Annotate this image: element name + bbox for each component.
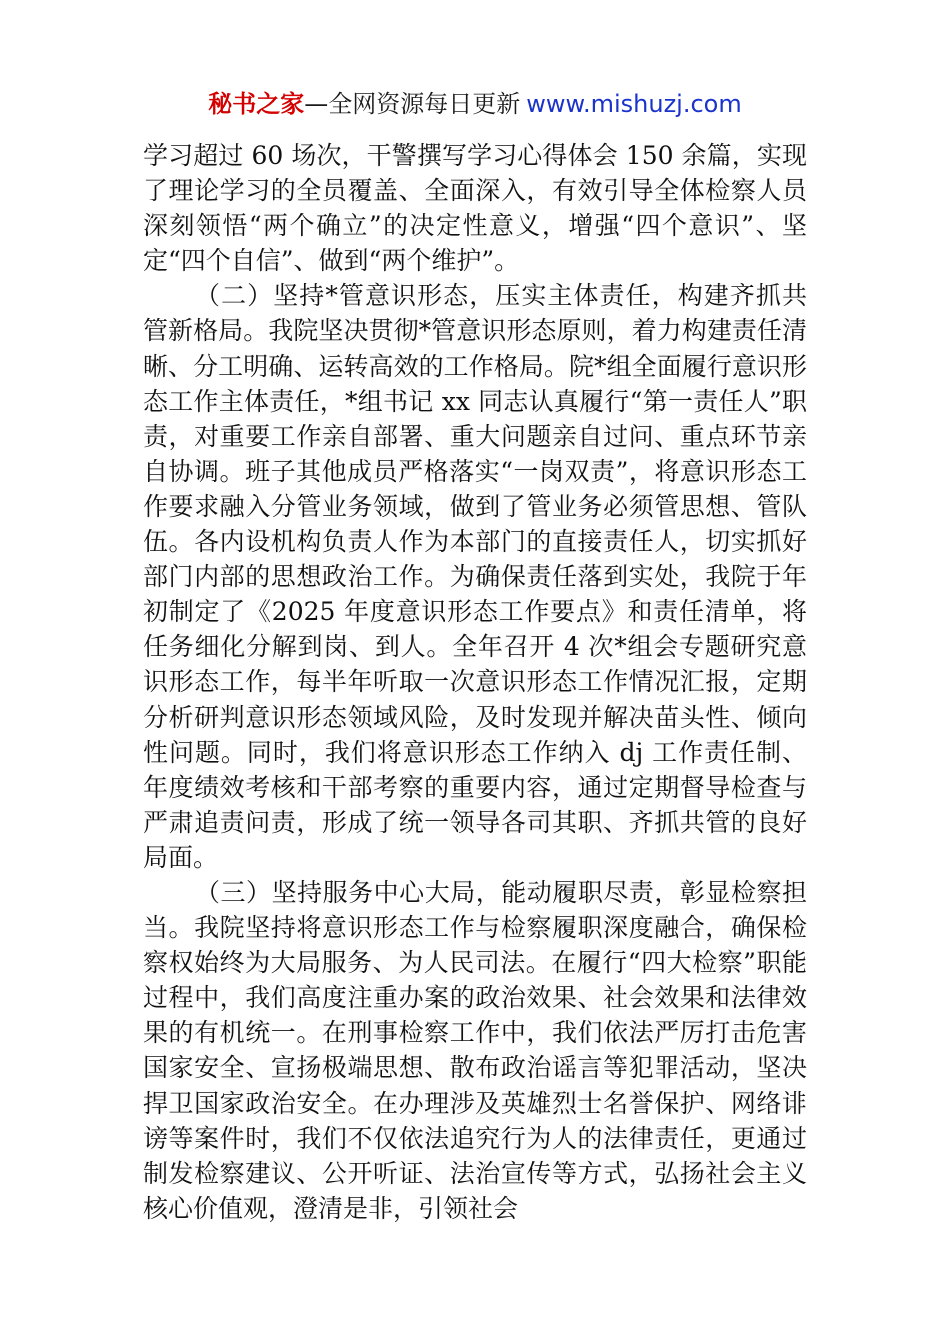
site-slogan: 全网资源每日更新 [328,90,521,118]
header-dash: — [304,90,329,118]
paragraph-section-two: （二）坚持*管意识形态，压实主体责任，构建齐抓共管新格局。我院坚决贯彻*管意识形态原则，着力构建责任清晰、分工明确、运转高效的工作格局。院*组全面履行意识形态工作主体责任，*组书记 xx 同志认真履行“第一责任人”职责，对重要工作亲自部署、重大问题亲自过问、重点环节亲自协调。班子其他成员严格落实“一岗双责”，将意识形态工作要求融入分管业务领域，做到了管业务必须管思想、管队伍。各内设机构负责人作为本部门的直接责任人，切实抓好部门内部的思想政治工作。为确保责任落到实处，我院于年初制定了《2025 年度意识形态工作要点》和责任清单，将任务细化分解到岗、到人。全年召开 4 次*组会专题研究意识形态工作，每半年听取一次意识形态工作情况汇报，定期分析研判意识形态领域风险，及时发现并解决苗头性、倾向性问题。同时，我们将意识形态工作纳入 dj 工作责任制、年度绩效考核和干部考察的重要内容，通过定期督导检查与严肃追责问责，形成了统一领导各司其职、齐抓共管的良好局面。 [143,281,807,872]
document-body [143,138,807,1226]
site-brand: 秘书之家 [208,90,305,118]
site-header [0,86,950,122]
paragraph-continued: 学习超过 60 场次，干警撰写学习心得体会 150 余篇，实现了理论学习的全员覆盖、全面深入，有效引导全体检察人员深刻领悟“两个确立”的决定性意义，增强“四个意识”、坚定“四个自信”、做到“两个维护”。 [143,141,807,276]
paragraph-section-three: （三）坚持服务中心大局，能动履职尽责，彰显检察担当。我院坚持将意识形态工作与检察履职深度融合，确保检察权始终为大局服务、为人民司法。在履行“四大检察”职能过程中，我们高度注重办案的政治效果、社会效果和法律效果的有机统一。在刑事检察工作中，我们依法严厉打击危害国家安全、宣扬极端思想、散布政治谣言等犯罪活动，坚决捍卫国家政治安全。在办理涉及英雄烈士名誉保护、网络诽谤等案件时，我们不仅依法追究行为人的法律责任，更通过制发检察建议、公开听证、法治宣传等方式，弘扬社会主义核心价值观，澄清是非，引领社会 [143,877,807,1223]
site-url-link[interactable]: www.mishuzj.com [526,90,742,118]
